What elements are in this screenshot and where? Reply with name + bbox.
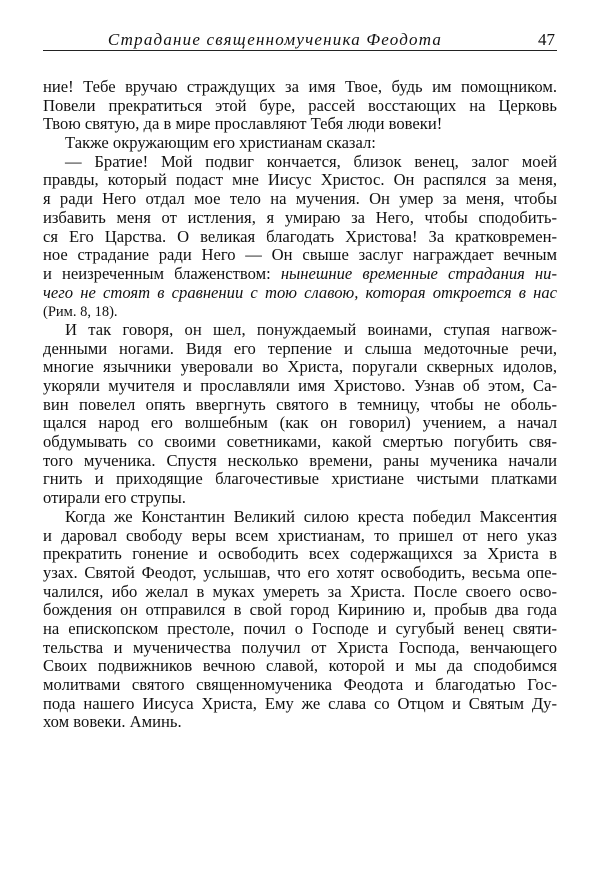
text-line [43, 564, 557, 583]
page-number: 47 [538, 30, 555, 49]
text-segment: я ради Него отдал мое тело на мучения. Он умер за меня, чтобы [43, 189, 557, 209]
text-segment: на епископском престоле, почил о Господе и сугубый венец святи- [43, 618, 557, 638]
text-segment: Своих подвижников вечною славой, которой и мы да сподобимся [43, 656, 557, 676]
text-line [43, 171, 557, 190]
text-line [43, 657, 557, 676]
text-line [43, 414, 557, 433]
text-line [43, 190, 557, 209]
text-segment: пода нашего Иисуса Христа, Ему же слава со Отцом и Святым Ду- [43, 693, 557, 713]
text-segment: прекратить гонение и освободить всех содержащихся за Христа в [43, 544, 557, 564]
text-segment: тельства и мученичества получил от Христа Господа, венчающего [43, 637, 557, 657]
text-line [43, 620, 557, 639]
text-segment: Также окружающим его христианам сказал: [65, 133, 376, 153]
text-line [43, 583, 557, 602]
text-segment: гнить и приходящие благочестивые христиане чистыми платками [43, 469, 557, 489]
italic-quote-text: чего не стоят в сравнении с тою славою, которая откроется в нас [43, 282, 557, 302]
text-segment: бождения он отправился в свой город Киринию и, пробыв два года [43, 600, 557, 620]
body-text [43, 78, 557, 732]
text-line [43, 97, 557, 116]
text-line [43, 340, 557, 359]
text-segment: того мученика. Спустя несколько времени, раны мученика начали [43, 450, 557, 470]
text-line [43, 358, 557, 377]
text-line [43, 713, 557, 732]
text-line [43, 396, 557, 415]
text-segment: ное страдание ради Него — Он свыше заслуг награждает вечным [43, 245, 557, 265]
text-segment: укоряли мучителя и прославляли имя Христово. Узнав об этом, Са- [43, 376, 557, 395]
text-line [43, 115, 557, 134]
text-segment: (Рим. 8, 18). [43, 304, 118, 321]
text-line [43, 452, 557, 471]
text-segment: ние! Тебе вручаю страждущих за имя Твое, будь им помощником. [43, 77, 557, 96]
text-segment: И так говоря, он шел, понуждаемый воинами, ступая нагвож- [65, 319, 557, 339]
text-line [43, 489, 557, 508]
text-segment: избавить меня от истления, я умираю за Него, чтобы сподобить- [43, 207, 557, 227]
text-segment: узах. Святой Феодот, услышав, что его хотят освободить, весьма опе- [43, 562, 557, 582]
text-segment: — Братие! Мой подвиг кончается, близок венец, залог моей [65, 151, 557, 171]
text-line [43, 433, 557, 452]
text-segment: и даровал свободу веры всем христианам, то пришел от него указ [43, 525, 557, 545]
text-segment: отирали его струпы. [43, 488, 186, 508]
text-line [43, 134, 557, 153]
text-line [43, 676, 557, 695]
text-line [43, 209, 557, 228]
text-line [43, 639, 557, 658]
text-segment: молитвами святого священномученика Феодота и благодатью Гос- [43, 675, 557, 694]
running-header [43, 29, 557, 51]
text-segment: Когда же Константин Великий силою креста победил Максентия [65, 506, 557, 526]
text-segment: многие язычники уверовали во Христа, поругали скверных идолов, [43, 357, 557, 377]
text-line [43, 545, 557, 564]
text-segment: денными ногами. Видя его терпение и слыша медоточные речи, [43, 338, 557, 358]
text-line [43, 228, 557, 247]
text-line [43, 508, 557, 527]
text-line [43, 153, 557, 172]
text-segment: чалился, ибо желал в муках умереть за Христа. После своего осво- [43, 581, 557, 601]
text-segment: и неизреченным блаженством: [43, 263, 281, 283]
text-segment: вин повелел опять ввергнуть святого в темницу, чтобы не оболь- [43, 394, 557, 414]
text-line [43, 321, 557, 340]
italic-quote-text: нынешние временные страдания ни- [280, 263, 557, 283]
text-segment: Твою святую, да в мире прославляют Тебя люди вовеки! [43, 114, 443, 134]
text-line [43, 78, 557, 97]
text-segment: щался народ его волшебным (как он говорил) учением, а начал [43, 413, 557, 433]
text-line [43, 377, 557, 396]
text-line [43, 527, 557, 546]
text-segment: обдумывать со своими советниками, какой смертью погубить свя- [43, 432, 557, 452]
text-line [43, 695, 557, 714]
running-title: Страдание священномученика Феодота [107, 30, 443, 49]
text-segment: хом вовеки. Аминь. [43, 712, 182, 732]
text-line [43, 470, 557, 489]
text-segment: Повели прекратиться этой буре, рассей восстающих на Церковь [43, 95, 557, 115]
text-line [43, 601, 557, 620]
text-line [43, 302, 557, 321]
text-segment: ся Его Царства. О великая благодать Христова! За кратковремен- [43, 226, 557, 246]
text-segment: правды, который подаст мне Иисус Христос. Он распялся за меня, [43, 170, 557, 190]
text-line [43, 246, 557, 265]
text-line [43, 265, 557, 284]
text-line [43, 284, 557, 303]
